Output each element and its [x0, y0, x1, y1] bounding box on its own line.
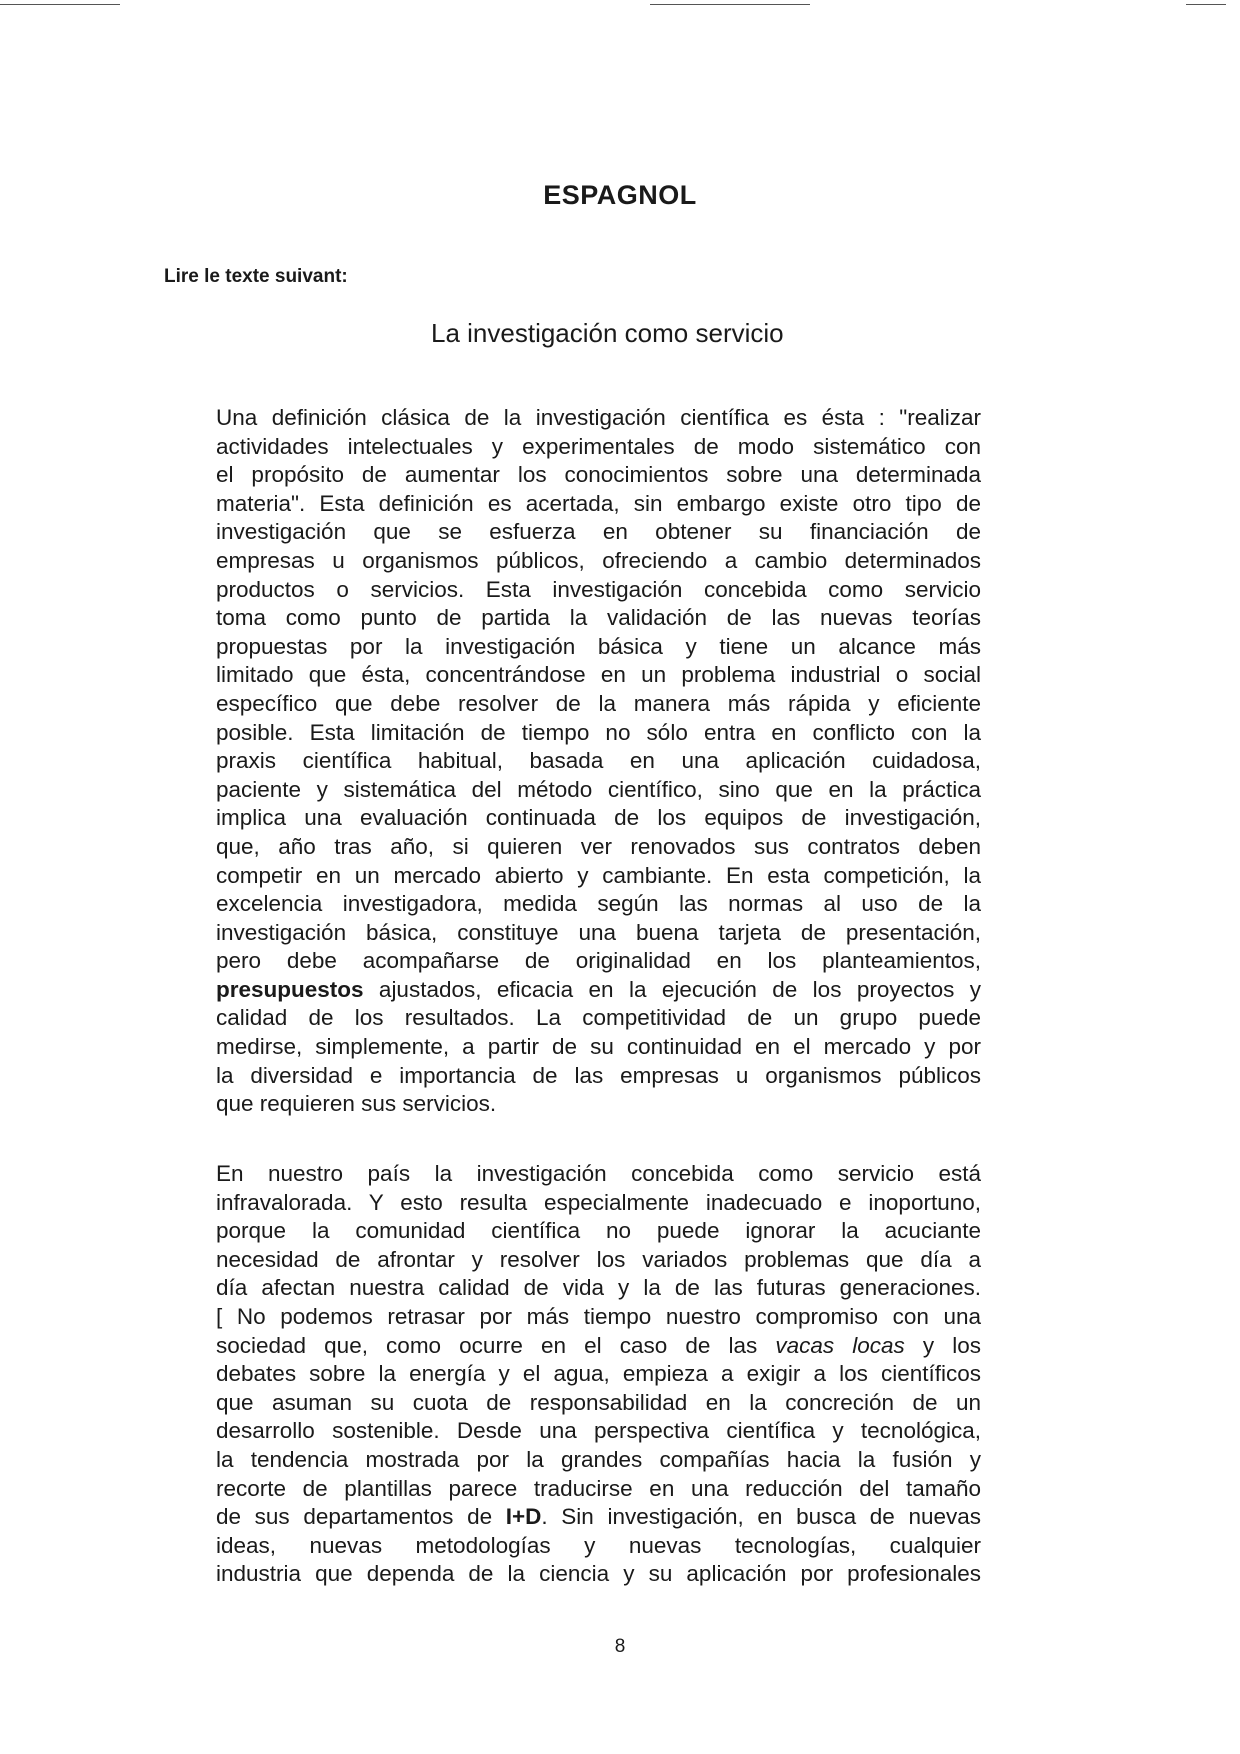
italic-term-vacas-locas: vacas locas: [775, 1332, 905, 1358]
text-line-presupuestos: [216, 976, 981, 1005]
text-line-vacas-locas: [216, 1332, 981, 1361]
text-line: competir en un mercado abierto y cambiante. En esta competición, la: [216, 862, 981, 888]
text-line: que, año tras año, si quieren ver renovados sus contratos deben: [216, 833, 981, 859]
text-line: que requieren sus servicios.: [216, 1091, 497, 1117]
text-line: implica una evaluación continuada de los equipos de investigación,: [216, 805, 981, 831]
scan-edge-rule-right: [1186, 4, 1226, 5]
text-line: [ No podemos retrasar por más tiempo nuestro compromiso con una: [216, 1303, 981, 1329]
text-line: paciente y sistemática del método científico, sino que en la práctica: [216, 776, 981, 802]
paragraph-1: [216, 404, 981, 1119]
bold-term-presupuestos: presupuestos: [216, 976, 364, 1002]
text-fragment: ajustados, eficacia en la ejecución de los proyectos y: [363, 976, 981, 1002]
text-line-i-d: [216, 1503, 981, 1532]
text-line: día afectan nuestra calidad de vida y la de las futuras generaciones.: [216, 1275, 981, 1301]
text-line: el propósito de aumentar los conocimientos sobre una determinada: [216, 462, 981, 488]
text-line: desarrollo sostenible. Desde una perspectiva científica y tecnológica,: [216, 1418, 981, 1444]
text-line: Una definición clásica de la investigación científica es ésta : "realizar: [216, 405, 981, 430]
text-line: actividades intelectuales y experimentales de modo sistemático con: [216, 433, 981, 459]
paragraph-2: [216, 1160, 981, 1589]
text-line: praxis científica habitual, basada en una aplicación cuidadosa,: [216, 748, 981, 774]
scan-edge-rule-left: [0, 4, 120, 5]
text-line: propuestas por la investigación básica y tiene un alcance más: [216, 633, 981, 659]
scan-edge-rule-center: [650, 4, 810, 5]
text-line: medirse, simplemente, a partir de su continuidad en el mercado y por: [216, 1034, 981, 1060]
page-heading: ESPAGNOL: [543, 180, 697, 210]
text-fragment: de sus departamentos de: [216, 1504, 506, 1530]
text-fragment: sociedad que, como ocurre en el caso de las: [216, 1332, 776, 1358]
text-line: toma como punto de partida la validación de las nuevas teorías: [216, 605, 981, 631]
text-line: pero debe acompañarse de originalidad en los planteamientos,: [216, 948, 981, 974]
text-line: posible. Esta limitación de tiempo no sólo entra en conflicto con la: [216, 719, 981, 745]
bold-term-i-d: I+D: [505, 1504, 542, 1530]
text-line: calidad de los resultados. La competitividad de un grupo puede: [216, 1005, 981, 1031]
text-fragment: . Sin investigación, en busca de nuevas: [541, 1504, 981, 1530]
text-line: la tendencia mostrada por la grandes compañías hacia la fusión y: [216, 1446, 981, 1472]
text-line: específico que debe resolver de la manera más rápida y eficiente: [216, 690, 981, 716]
instruction-label: Lire le texte suivant:: [164, 266, 348, 287]
text-line: porque la comunidad científica no puede ignorar la acuciante: [216, 1218, 981, 1244]
text-line: infravalorada. Y esto resulta especialmente inadecuado e inoportuno,: [216, 1189, 981, 1215]
page-number: 8: [614, 1636, 626, 1657]
text-line: ideas, nuevas metodologías y nuevas tecnologías, cualquier: [216, 1532, 981, 1558]
text-line: la diversidad e importancia de las empresas u organismos públicos: [216, 1062, 981, 1088]
text-line: que asuman su cuota de responsabilidad en la concreción de un: [216, 1389, 981, 1415]
text-line: industria que dependa de la ciencia y su aplicación por profesionales: [216, 1561, 981, 1587]
text-line: empresas u organismos públicos, ofreciendo a cambio determinados: [216, 547, 981, 573]
text-line: materia". Esta definición es acertada, sin embargo existe otro tipo de: [216, 490, 981, 516]
text-fragment: y los: [904, 1332, 981, 1358]
text-line: excelencia investigadora, medida según las normas al uso de la: [216, 891, 981, 917]
text-line: limitado que ésta, concentrándose en un problema industrial o social: [216, 662, 981, 688]
text-line: investigación que se esfuerza en obtener su financiación de: [216, 519, 981, 545]
text-line: productos o servicios. Esta investigación concebida como servicio: [216, 576, 981, 602]
text-line: recorte de plantillas parece traducirse en una reducción del tamaño: [216, 1475, 981, 1501]
text-line: necesidad de afrontar y resolver los variados problemas que día a: [216, 1246, 981, 1272]
text-title: La investigación como servicio: [431, 318, 784, 348]
text-line: En nuestro país la investigación concebida como servicio está: [216, 1161, 981, 1186]
text-line: investigación básica, constituye una buena tarjeta de presentación,: [216, 919, 981, 945]
text-line: debates sobre la energía y el agua, empieza a exigir a los científicos: [216, 1361, 981, 1387]
